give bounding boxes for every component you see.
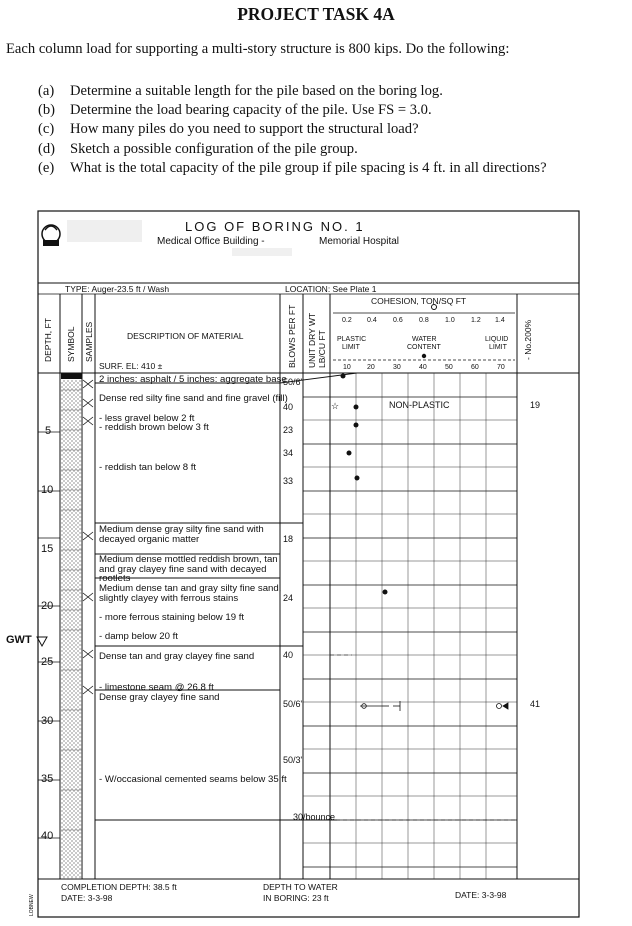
desc-layer-3: Medium dense gray silty fine sand with decayed organic matter — [99, 524, 264, 545]
task-e — [38, 160, 547, 177]
date-left: DATE: 3-3-98 — [61, 893, 113, 903]
cohesion-tick: 0.6 — [393, 317, 403, 324]
task-text: Sketch a possible configuration of the pile group. — [70, 141, 358, 157]
log-title: LOG OF BORING NO. 1 — [185, 219, 365, 234]
blow-count: 30/bounce — [293, 812, 336, 822]
col-blows: BLOWS PER FT — [287, 304, 297, 368]
depth-label: 35 — [41, 773, 54, 785]
blow-count: 50/3" — [283, 755, 304, 765]
liquid-limit-label2: LIMIT — [489, 344, 507, 351]
depth-label: 15 — [41, 543, 54, 555]
task-text: How many piles do you need to support the structural load? — [70, 121, 419, 137]
desc-note: - W/occasional cemented seams below 35 ft — [99, 774, 287, 785]
plastic-limit-label2: LIMIT — [342, 344, 360, 351]
blow-count: 50/6" — [283, 377, 304, 387]
task-letter: (a) — [38, 83, 55, 99]
water-tick: 30 — [393, 364, 401, 371]
task-d — [38, 141, 358, 158]
desc-note: - less gravel below 2 ft — [99, 413, 195, 424]
desc-note: - damp below 20 ft — [99, 631, 178, 642]
cohesion-tick: 1.0 — [445, 317, 455, 324]
blow-count: 40 — [283, 402, 294, 412]
desc-note: - reddish brown below 3 ft — [99, 422, 209, 433]
depth-label: 10 — [41, 484, 54, 496]
depth-label: 25 — [41, 656, 54, 668]
gwt-label: GWT — [6, 634, 32, 646]
no200-value: 41 — [530, 699, 541, 709]
cohesion-tick: 0.2 — [342, 317, 352, 324]
date-right: DATE: 3-3-98 — [455, 890, 507, 900]
col-depth: DEPTH, FT — [43, 318, 53, 362]
company-logo-icon — [42, 225, 60, 246]
no200-value: 19 — [530, 400, 541, 410]
surface-elevation: SURF. EL: 410 ± — [99, 361, 163, 371]
cohesion-tick: 0.4 — [367, 317, 377, 324]
depth-to-water: DEPTH TO WATER — [263, 882, 338, 892]
blow-count: 50/6" — [283, 699, 304, 709]
task-letter: (d) — [38, 141, 56, 157]
desc-layer-4: Medium dense mottled reddish brown, tan and gray clayey fine sand with decayed rootlets — [99, 554, 278, 585]
desc-layer-2: Dense red silty fine sand and fine gravel (fill) — [99, 393, 288, 404]
completion-depth: COMPLETION DEPTH: 38.5 ft — [61, 882, 177, 892]
task-letter: (c) — [38, 121, 55, 137]
cohesion-tick: 1.4 — [495, 317, 505, 324]
blow-count: 23 — [283, 425, 294, 435]
plastic-limit-label: PLASTIC — [337, 336, 367, 343]
page-title: PROJECT TASK 4A — [237, 4, 395, 24]
side-tag: LOBNEW — [29, 894, 35, 916]
desc-layer-1: 2 inches: asphalt / 5 inches: aggregate base — [99, 374, 287, 385]
task-letter: (b) — [38, 102, 56, 118]
cohesion-label: COHESION, TON/SQ FT — [371, 296, 467, 306]
intro-text: Each column load for supporting a multi-story structure is 800 kips. Do the following: — [6, 41, 510, 57]
desc-layer-6: Dense tan and gray clayey fine sand — [99, 651, 255, 662]
cohesion-tick: 0.8 — [419, 317, 429, 324]
water-tick: 50 — [445, 364, 453, 371]
blow-count: 33 — [283, 476, 294, 486]
task-c — [38, 121, 419, 138]
water-table-triangle-icon — [36, 636, 48, 648]
cohesion-tick: 1.2 — [471, 317, 481, 324]
depth-label: 5 — [45, 425, 52, 437]
log-hospital: Memorial Hospital — [319, 236, 400, 247]
boring-log — [29, 210, 580, 920]
col-no200: - No.200% — [523, 319, 533, 360]
col-unit-weight: UNIT DRY WT — [307, 312, 317, 368]
liquid-limit-label: LIQUID — [485, 336, 509, 343]
non-plastic-label: NON-PLASTIC — [389, 400, 450, 410]
task-text: Determine a suitable length for the pile based on the boring log. — [70, 83, 443, 99]
task-letter: (e) — [38, 160, 55, 176]
task-b — [38, 102, 432, 119]
depth-to-water-value: IN BORING: 23 ft — [263, 893, 329, 903]
water-content-label: WATER — [412, 336, 437, 343]
blow-count: 34 — [283, 448, 294, 458]
blow-count: 40 — [283, 650, 294, 660]
svg-text:☆: ☆ — [331, 401, 340, 411]
col-unit-weight-units: LB/CU FT — [317, 330, 327, 368]
desc-layer-7: Dense gray clayey fine sand — [99, 692, 220, 703]
col-symbol: SYMBOL — [66, 326, 76, 362]
boring-location: LOCATION: See Plate 1 — [285, 284, 377, 294]
desc-note: - reddish tan below 8 ft — [99, 462, 197, 473]
depth-label: 30 — [41, 715, 54, 727]
desc-note: - limestone seam @ 26.8 ft — [99, 682, 214, 693]
boring-type: TYPE: Auger-23.5 ft / Wash — [65, 284, 170, 294]
col-description: DESCRIPTION OF MATERIAL — [127, 331, 244, 341]
depth-label: 40 — [41, 830, 54, 842]
water-tick: 10 — [343, 364, 351, 371]
depth-label: 20 — [41, 600, 54, 612]
water-tick: 40 — [419, 364, 427, 371]
blow-count: 24 — [283, 593, 294, 603]
water-tick: 60 — [471, 364, 479, 371]
desc-layer-5: Medium dense tan and gray silty fine sand, slightly clayey with ferrous stains — [99, 583, 282, 604]
desc-note: - more ferrous staining below 19 ft — [99, 612, 245, 623]
log-subtitle: Medical Office Building - — [157, 236, 265, 247]
water-tick: 20 — [367, 364, 375, 371]
blow-count: 18 — [283, 534, 294, 544]
water-tick: 70 — [497, 364, 505, 371]
task-text: What is the total capacity of the pile group if pile spacing is 4 ft. in all directions? — [70, 160, 547, 176]
water-content-label2: CONTENT — [407, 344, 441, 351]
col-samples: SAMPLES — [84, 321, 94, 362]
task-text: Determine the load bearing capacity of the pile. Use FS = 3.0. — [70, 102, 432, 118]
task-a — [38, 83, 443, 100]
